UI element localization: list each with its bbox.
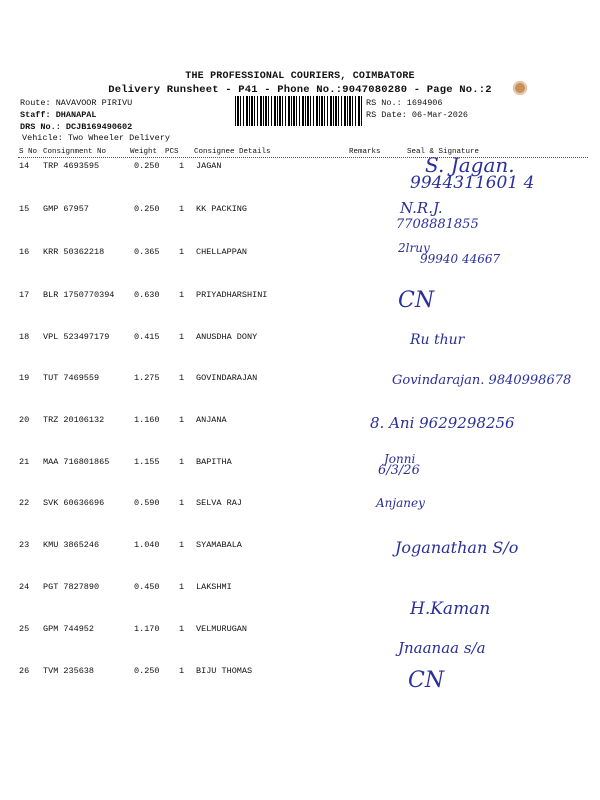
col-weight: Weight: [130, 148, 158, 156]
row-pcs: 1: [179, 373, 185, 383]
company-logo: [513, 81, 527, 95]
table-row: [0, 241, 600, 267]
row-consignment-no: VPL 523497179: [43, 332, 110, 342]
col-sno: S No: [19, 148, 38, 156]
route-label: Route: NAVAVOOR PIRIVU: [20, 98, 133, 108]
vehicle-label: Vehicle: Two Wheeler Delivery: [22, 133, 170, 143]
row-weight: 1.040: [134, 540, 160, 550]
handwritten-signature: 2lruy: [398, 241, 430, 255]
row-consignment-no: KMU 3865246: [43, 540, 100, 550]
table-row: [0, 540, 600, 560]
row-pcs: 1: [179, 540, 185, 550]
handwritten-signature: CN: [408, 668, 445, 693]
table-row: [0, 624, 600, 657]
row-consignee-name: GOVINDARAJAN: [196, 373, 258, 383]
rs-date: RS Date: 06-Mar-2026: [366, 110, 469, 120]
row-consignment-no: PGT 7827890: [43, 582, 100, 592]
row-weight: 0.250: [134, 666, 160, 676]
row-pcs: 1: [179, 666, 185, 676]
row-consignee-name: BIJU THOMAS: [196, 666, 253, 676]
handwritten-signature: Ru thur: [410, 332, 465, 348]
row-consignee-name: KK PACKING: [196, 204, 248, 214]
row-consignment-no: TRP 4693595: [43, 161, 100, 171]
row-consignment-no: GMP 67957: [43, 204, 89, 214]
row-consignee-name: CHELLAPPAN: [196, 247, 248, 257]
row-consignment-no: SVK 60636696: [43, 498, 105, 508]
row-sno: 20: [19, 415, 30, 425]
row-consignee-name: SELVA RAJ: [196, 498, 242, 508]
row-sno: 14: [19, 161, 30, 171]
col-pcs: PCS: [165, 148, 179, 156]
handwritten-signature: N.R.J.: [400, 199, 443, 217]
company-title: THE PROFESSIONAL COURIERS, COIMBATORE: [185, 71, 415, 82]
row-sno: 24: [19, 582, 30, 592]
handwritten-signature: CN: [398, 288, 435, 313]
table-row: [0, 373, 600, 393]
handwritten-phone-note: 6/3/26: [378, 463, 420, 478]
staff-label: Staff: DHANAPAL: [20, 110, 97, 120]
row-consignment-no: MAA 716801865: [43, 457, 110, 467]
table-row: [0, 415, 600, 435]
handwritten-signature: Jonni: [384, 452, 416, 466]
barcode: [235, 96, 363, 126]
row-consignee-name: ANJANA: [196, 415, 227, 425]
table-row: [0, 288, 600, 313]
handwritten-signature: Joganathan S/o: [395, 538, 519, 557]
col-seal: Seal & Signature: [407, 148, 480, 156]
row-sno: 26: [19, 666, 30, 676]
handwritten-signature: S. Jagan.: [425, 153, 515, 177]
handwritten-phone-note: 99940 44667: [420, 252, 501, 266]
row-pcs: 1: [179, 457, 185, 467]
table-row: [0, 498, 600, 518]
table-row: [0, 666, 600, 693]
row-sno: 22: [19, 498, 30, 508]
handwritten-signature: H.Kaman: [410, 599, 491, 619]
row-weight: 1.170: [134, 624, 160, 634]
col-remarks: Remarks: [349, 148, 381, 156]
row-sno: 19: [19, 373, 30, 383]
row-sno: 15: [19, 204, 30, 214]
row-consignee-name: VELMURUGAN: [196, 624, 248, 634]
row-weight: 0.450: [134, 582, 160, 592]
row-consignment-no: TUT 7469559: [43, 373, 100, 383]
row-sno: 21: [19, 457, 30, 467]
handwritten-phone-note: 7708881855: [396, 217, 479, 232]
handwritten-signature: Jnaanaa s/a: [398, 639, 486, 657]
handwritten-signature: Govindarajan. 9840998678: [392, 373, 572, 388]
row-consignee-name: PRIYADHARSHINI: [196, 290, 268, 300]
row-pcs: 1: [179, 161, 185, 171]
row-consignment-no: KRR 50362218: [43, 247, 105, 257]
table-row: [0, 332, 600, 352]
row-pcs: 1: [179, 582, 185, 592]
row-weight: 0.415: [134, 332, 160, 342]
row-pcs: 1: [179, 290, 185, 300]
handwritten-signature: Anjaney: [376, 496, 425, 510]
row-weight: 1.275: [134, 373, 160, 383]
table-row: [0, 153, 600, 193]
row-weight: 1.160: [134, 415, 160, 425]
row-pcs: 1: [179, 624, 185, 634]
row-sno: 23: [19, 540, 30, 550]
row-pcs: 1: [179, 415, 185, 425]
row-sno: 25: [19, 624, 30, 634]
row-consignee-name: BAPITHA: [196, 457, 232, 467]
col-consignment: Consignment No: [43, 148, 107, 156]
row-weight: 0.590: [134, 498, 160, 508]
row-pcs: 1: [179, 498, 185, 508]
row-sno: 17: [19, 290, 30, 300]
row-consignee-name: LAKSHMI: [196, 582, 232, 592]
row-weight: 0.250: [134, 204, 160, 214]
row-consignment-no: GPM 744952: [43, 624, 95, 634]
row-weight: 1.155: [134, 457, 160, 467]
row-weight: 0.365: [134, 247, 160, 257]
rs-number: RS No.: 1694906: [366, 98, 443, 108]
row-sno: 18: [19, 332, 30, 342]
row-weight: 0.250: [134, 161, 160, 171]
table-row: [0, 582, 600, 619]
row-consignee-name: SYAMABALA: [196, 540, 242, 550]
runsheet-title: Delivery Runsheet - P41 - Phone No.:9047080280 - Page No.:2: [108, 84, 492, 96]
table-row: [0, 452, 600, 478]
row-consignee-name: JAGAN: [196, 161, 222, 171]
table-row: [0, 199, 600, 232]
row-consignment-no: BLR 1750770394: [43, 290, 115, 300]
row-pcs: 1: [179, 332, 185, 342]
row-weight: 0.630: [134, 290, 160, 300]
row-sno: 16: [19, 247, 30, 257]
row-consignment-no: TRZ 20106132: [43, 415, 105, 425]
handwritten-phone-note: 9944311601 4: [410, 173, 535, 193]
row-consignee-name: ANUSDHA DONY: [196, 332, 258, 342]
row-pcs: 1: [179, 247, 185, 257]
row-consignment-no: TVM 235638: [43, 666, 95, 676]
col-consignee: Consignee Details: [194, 148, 271, 156]
drs-number: DRS No.: DCJB169490602: [20, 122, 133, 132]
handwritten-signature: 8. Ani 9629298256: [370, 414, 515, 432]
row-pcs: 1: [179, 204, 185, 214]
